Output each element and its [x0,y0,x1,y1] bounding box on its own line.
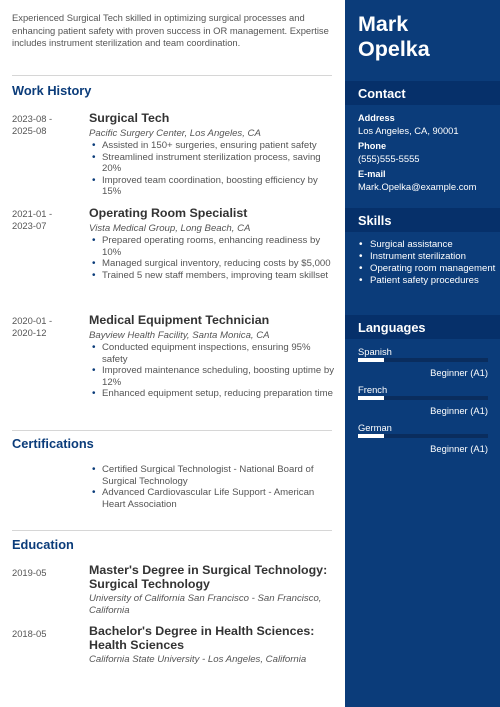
section-divider [12,530,332,531]
contact-heading [345,81,500,105]
language-name: German [358,422,392,433]
certifications-list [89,464,334,510]
proficiency-fill [358,434,384,438]
degree: Bachelor's Degree in Health Sciences: Health Sciences [89,624,315,652]
languages-heading [345,315,500,339]
skills-list [358,239,498,287]
school: California State University - Los Angeles, California [89,654,307,665]
job-title: Medical Equipment Technician [89,313,270,327]
list-item: • Surgical assistance [358,239,498,251]
job-bullets [89,342,334,400]
list-item: • Enhanced equipment setup, reducing preparation time [89,388,334,400]
professional-summary: Experienced Surgical Tech skilled in optimizing surgical processes and enhancing patient safety with proven success in OR management. Expertise includes instrument sterilization and team coordination. [12,12,329,49]
job-dates: 2020-01 - 2020-12 [12,315,53,338]
skills-heading-label: Skills [358,213,392,228]
list-item: • Operating room management [358,263,498,275]
language-item [358,422,488,454]
phone-value: (555)555-5555 [358,153,420,164]
address-label: Address [358,113,395,123]
proficiency-bar [358,358,488,362]
job-title: Operating Room Specialist [89,206,248,220]
job-employer: Bayview Health Facility, Santa Monica, CA [89,330,270,341]
work-history-heading: Work History [12,83,92,98]
email-label: E-mail [358,169,386,179]
language-item [358,346,488,378]
language-name: French [358,384,388,395]
sidebar [345,0,500,707]
proficiency-fill [358,396,384,400]
list-item: • Instrument sterilization [358,251,498,263]
list-item: • Certified Surgical Technologist - National Board of Surgical Technology [89,464,334,487]
skills-heading [345,208,500,232]
education-date: 2019-05 [12,567,47,578]
list-item: • Managed surgical inventory, reducing costs by $5,000 [89,258,334,270]
list-item: • Patient safety procedures [358,275,498,287]
language-level: Beginner (A1) [430,443,488,454]
proficiency-fill [358,358,384,362]
list-item: • Assisted in 150+ surgeries, ensuring patient safety [89,140,334,152]
job-dates: 2023-08 - 2025-08 [12,113,53,136]
degree: Master's Degree in Surgical Technology: Surgical Technology [89,563,328,591]
list-item: • Improved team coordination, boosting efficiency by 15% [89,175,334,198]
language-name: Spanish [358,346,392,357]
proficiency-bar [358,434,488,438]
job-title: Surgical Tech [89,111,170,125]
contact-heading-label: Contact [358,86,406,101]
job-employer: Pacific Surgery Center, Los Angeles, CA [89,128,261,139]
list-item: • Conducted equipment inspections, ensuring 95% safety [89,342,334,365]
school: University of California San Francisco - San Francisco, California [89,593,322,616]
education-heading: Education [12,537,74,552]
main-column [12,0,334,665]
list-item: • Streamlined instrument sterilization process, saving 20% [89,152,334,175]
phone-label: Phone [358,141,387,151]
last-name: Opelka [358,37,430,61]
address-value: Los Angeles, CA, 90001 [358,125,459,136]
job-dates: 2021-01 - 2023-07 [12,208,53,231]
candidate-name [358,12,430,62]
languages-heading-label: Languages [358,320,426,335]
proficiency-bar [358,396,488,400]
job-bullets [89,235,334,281]
language-level: Beginner (A1) [430,405,488,416]
list-item: • Prepared operating rooms, enhancing readiness by 10% [89,235,334,258]
language-item [358,384,488,416]
education-date: 2018-05 [12,628,47,639]
job-bullets [89,140,334,198]
language-level: Beginner (A1) [430,367,488,378]
certifications-heading: Certifications [12,436,94,451]
section-divider [12,75,332,76]
list-item: • Trained 5 new staff members, improving team skillset [89,270,334,282]
first-name: Mark [358,12,409,36]
list-item: • Advanced Cardiovascular Life Support - American Heart Association [89,487,334,510]
job-employer: Vista Medical Group, Long Beach, CA [89,223,251,234]
list-item: • Improved maintenance scheduling, boosting uptime by 12% [89,365,334,388]
email-link[interactable]: Mark.Opelka@example.com [358,181,477,192]
section-divider [12,430,332,431]
